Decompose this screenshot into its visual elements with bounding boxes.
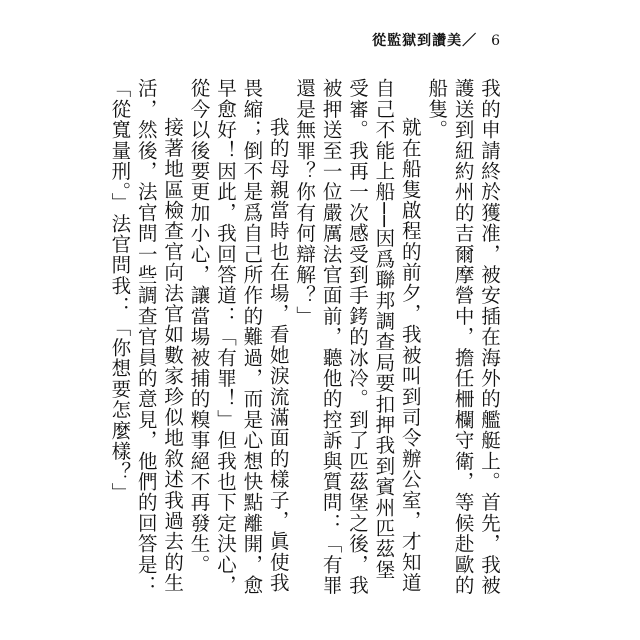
running-title: 從監獄到讚美／ [372, 33, 478, 49]
body-text [106, 78, 502, 598]
paragraph-1: 我的申請終於獲准，被安插在海外的艦艇上。首先，我被護送到紐約州的吉爾摩營中，擔任柵欄守衛，等候赴歐的船隻。 [425, 78, 501, 596]
page-number: 6 [491, 33, 500, 49]
page-header [372, 30, 500, 50]
paragraph-3: 我的母親當時也在場，看她淚流滿面的樣子，眞使我畏縮；倒不是爲自己所作的難過，而是心想快點離開，愈早愈好！因此，我回答道：「有罪！」但我也下定決心，從今以後要更加小心，讓當場被捕的糗事絕不再發生。 [187, 78, 290, 596]
paragraph-2: 就在船隻啟程的前夕，我被叫到司令辦公室，才知道自己不能上船──因爲聯邦調查局要扣押我到賓州匹茲堡受審。我再一次感受到手銬的冰冷。到了匹茲堡之後，我被押送至一位嚴厲法官面前，聽他的控訴與質問：「有罪還是無罪？你有何辯解？」 [293, 78, 422, 596]
paragraph-4: 接著地區檢查官向法官如數家珍似地敘述我過去的生活，然後，法官問一些調查官員的意見，他們的回答是：「從寬量刑。」法官問我：「你想要怎麼樣？」 [108, 78, 185, 596]
